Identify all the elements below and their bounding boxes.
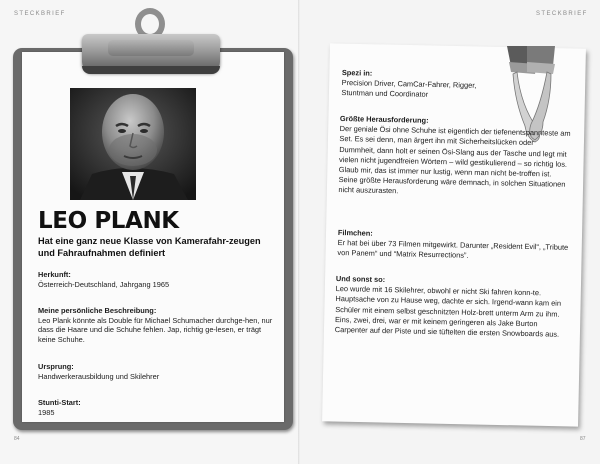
card-section-value: Der geniale Ösi ohne Schuhe ist eigentlich der tiefenentspannteste am Set. Es sei denn, man ärgert ihn mit Sicherheitslücken oder Dummheit, dann holt er seinen Ösi-Slang aus der Tasche und legt mit vielen nicht jugendfreien Wörtern – wild gestikulierend – so richtig los. Glaub mir, das ist immer nur lustig, wenn man nicht be-troffen ist. Seine größte Herausforderung wäre demnach, in solchen Situationen nicht auszurasten. bbox=[338, 124, 571, 196]
page-number-left: 84 bbox=[14, 436, 20, 442]
field-value: 1985 bbox=[38, 407, 55, 417]
field-value: Leo Plank könnte als Double für Michael Schumacher durchge-hen, nur dass die Haare und die Schuhe fehlen. Jap, richtig ge-lesen, er trägt keine Schuhe. bbox=[38, 315, 273, 344]
card-section-value: Precision Driver, CamCar-Fahrer, Rigger, Stuntman und Coordinator bbox=[341, 78, 477, 100]
field-label: Meine persönliche Beschreibung: bbox=[38, 306, 157, 315]
field-value: Österreich-Deutschland, Jahrgang 1965 bbox=[38, 279, 170, 289]
card-section-spezi bbox=[341, 68, 574, 103]
card-section-label: Und sonst so: bbox=[335, 274, 386, 285]
card-section-value: Leo wurde mit 16 Skilehrer, obwohl er nicht Ski fahren konn-te. Hauptsache von zu Hause weg, dachte er sich. Irgend-wann kam ein Schüler mit einem selbst geschnitzten Holz-brett unterm Arm zu ihm. Eins, zwei, drei, war er mit keinem geringeren als Jake Burton Carpenter auf der Piste und sie tüftelten die ersten Snowboards aus. bbox=[334, 284, 562, 339]
running-head-right: STECKBRIEF bbox=[536, 11, 588, 17]
card-section-label: Spezi in: bbox=[341, 68, 373, 78]
running-head-left: STECKBRIEF bbox=[14, 11, 66, 17]
profile-subtitle: Hat eine ganz neue Klasse von Kamerafahr-zeugen und Fahraufnahmen definiert bbox=[38, 236, 261, 258]
page-number-right: 87 bbox=[580, 436, 586, 442]
clipboard-clip-edge bbox=[82, 66, 220, 74]
field-label: Stunti-Start: bbox=[38, 398, 81, 407]
card-section-sonst bbox=[335, 274, 568, 340]
field-ursprung bbox=[38, 362, 278, 381]
card-section-label: Größte Herausforderung: bbox=[339, 114, 429, 125]
card-section-label: Filmchen: bbox=[337, 228, 373, 238]
field-label: Herkunft: bbox=[38, 270, 71, 279]
portrait-photo bbox=[70, 88, 196, 200]
card-section-filmchen bbox=[337, 228, 570, 263]
card-section-herausforderung bbox=[338, 114, 572, 200]
field-value: Handwerkerausbildung und Skilehrer bbox=[38, 371, 160, 381]
clipboard-clip-hinge bbox=[108, 40, 194, 56]
profile-name: LEO PLANK bbox=[38, 208, 179, 234]
field-beschreibung bbox=[38, 306, 278, 344]
card-section-value: Er hat bei über 73 Filmen mitgewirkt. Darunter „Resident Evil“, „Tribute von Panem“ und “Matrix Resurrections”. bbox=[337, 238, 569, 261]
field-herkunft bbox=[38, 270, 278, 289]
field-stunti-start bbox=[38, 398, 278, 417]
field-label: Ursprung: bbox=[38, 362, 74, 371]
